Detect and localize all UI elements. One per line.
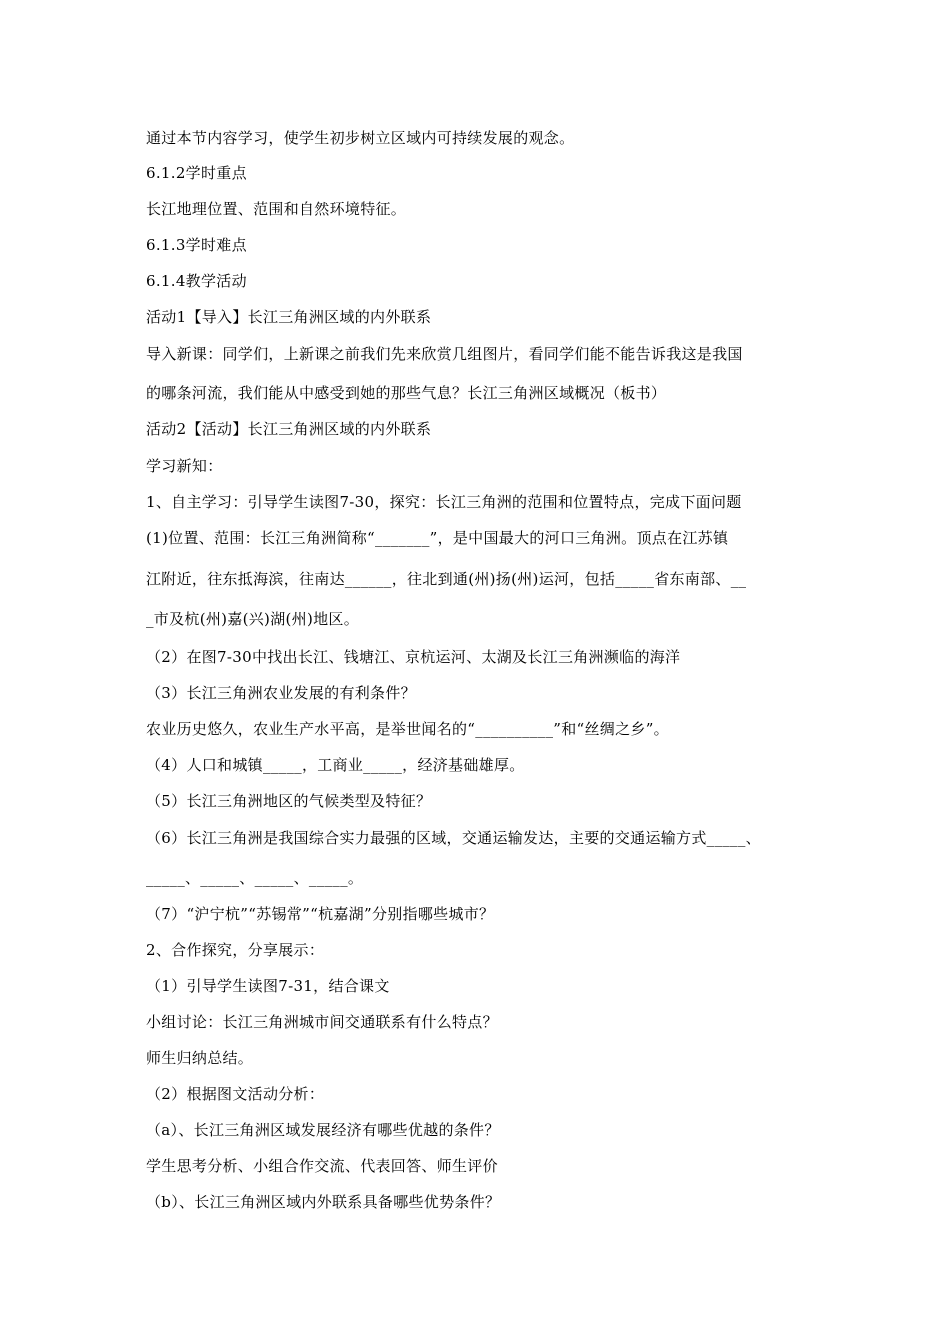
activity-heading: 活动1【导入】长江三角洲区域的内外联系 — [146, 308, 432, 326]
text-line: 长江地理位置、范围和自然环境特征。 — [146, 200, 407, 218]
text-line: （7）“沪宁杭”“苏锡常”“杭嘉湖”分别指哪些城市？ — [146, 905, 495, 923]
text-line: 2、合作探究，分享展示： — [146, 941, 325, 959]
text-line: 的哪条河流，我们能从中感受到她的那些气息？长江三角洲区域概况（板书） — [146, 384, 667, 402]
text-line: _____、_____、_____、_____。 — [146, 869, 364, 887]
text-line: 江附近，往东抵海滨，往南达______，往北到通(州)扬(州)运河，包括_____省东南部、__ — [146, 570, 747, 588]
activity-heading: 活动2【活动】长江三角洲区域的内外联系 — [146, 420, 432, 438]
text-line: _市及杭(州)嘉(兴)湖(州)地区。 — [146, 610, 360, 628]
text-line: 农业历史悠久，农业生产水平高，是举世闻名的“__________”和“丝绸之乡”。 — [146, 720, 669, 738]
text-line: （1）引导学生读图7-31，结合课文 — [146, 977, 390, 995]
text-line: （6）长江三角洲是我国综合实力最强的区域，交通运输发达，主要的交通运输方式_____、 — [146, 829, 761, 847]
text-line: (1)位置、范围：长江三角洲简称“_______”，是中国最大的河口三角洲。顶点在江苏镇 — [146, 529, 729, 547]
text-line: 1、自主学习：引导学生读图7-30，探究：长江三角洲的范围和位置特点，完成下面问题 — [146, 493, 742, 511]
text-line: （a）、长江三角洲区域发展经济有哪些优越的条件？ — [146, 1121, 500, 1139]
section-heading: 6.1.2学时重点 — [146, 164, 247, 182]
text-line: （5）长江三角洲地区的气候类型及特征？ — [146, 792, 432, 810]
text-line: 通过本节内容学习，使学生初步树立区域内可持续发展的观念。 — [146, 129, 575, 147]
text-line: 导入新课：同学们，上新课之前我们先来欣赏几组图片，看同学们能不能告诉我这是我国 — [146, 345, 743, 363]
section-heading: 6.1.3学时难点 — [146, 236, 247, 254]
text-line: 师生归纳总结。 — [146, 1049, 254, 1067]
text-line: （b）、长江三角洲区域内外联系具备哪些优势条件？ — [146, 1193, 501, 1211]
text-line: （2）在图7-30中找出长江、钱塘江、京杭运河、太湖及长江三角洲濒临的海洋 — [146, 648, 681, 666]
text-line: （3）长江三角洲农业发展的有利条件？ — [146, 684, 416, 702]
text-line: 学生思考分析、小组合作交流、代表回答、师生评价 — [146, 1157, 498, 1175]
section-heading: 6.1.4教学活动 — [146, 272, 247, 290]
text-line: 小组讨论：长江三角洲城市间交通联系有什么特点？ — [146, 1013, 498, 1031]
text-line: 学习新知： — [146, 457, 223, 475]
text-line: （2）根据图文活动分析： — [146, 1085, 325, 1103]
text-line: （4）人口和城镇_____，工商业_____，经济基础雄厚。 — [146, 756, 525, 774]
